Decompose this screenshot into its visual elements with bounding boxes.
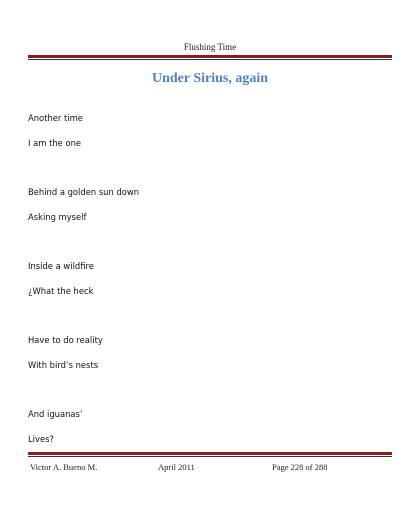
poem-line: I am the one [28,138,82,148]
poem-line: Behind a golden sun down [28,187,140,197]
header-rule-red [28,55,392,58]
poem-line: And iguanas’ [28,409,83,419]
footer-author: Victor A. Bueno M. [30,462,98,472]
poem-line: Asking myself [28,212,87,222]
poem-line: Lives? [28,434,54,444]
poem-line: Another time [28,113,83,123]
poem-line: Inside a wildfire [28,261,94,271]
footer-rule-red [28,452,392,455]
footer-rule-dark [28,456,392,457]
poem-line: With bird’s nests [28,360,99,370]
footer-page-number: Page 228 of 288 [272,462,328,472]
header-rule-dark [28,59,392,60]
poem-line: Have to do reality [28,335,103,345]
poem-line: ¿What the heck [28,286,94,296]
running-header: Flushing Time [183,42,237,52]
footer-date: April 2011 [158,462,195,472]
poem-title: Under Sirius, again [151,71,269,86]
